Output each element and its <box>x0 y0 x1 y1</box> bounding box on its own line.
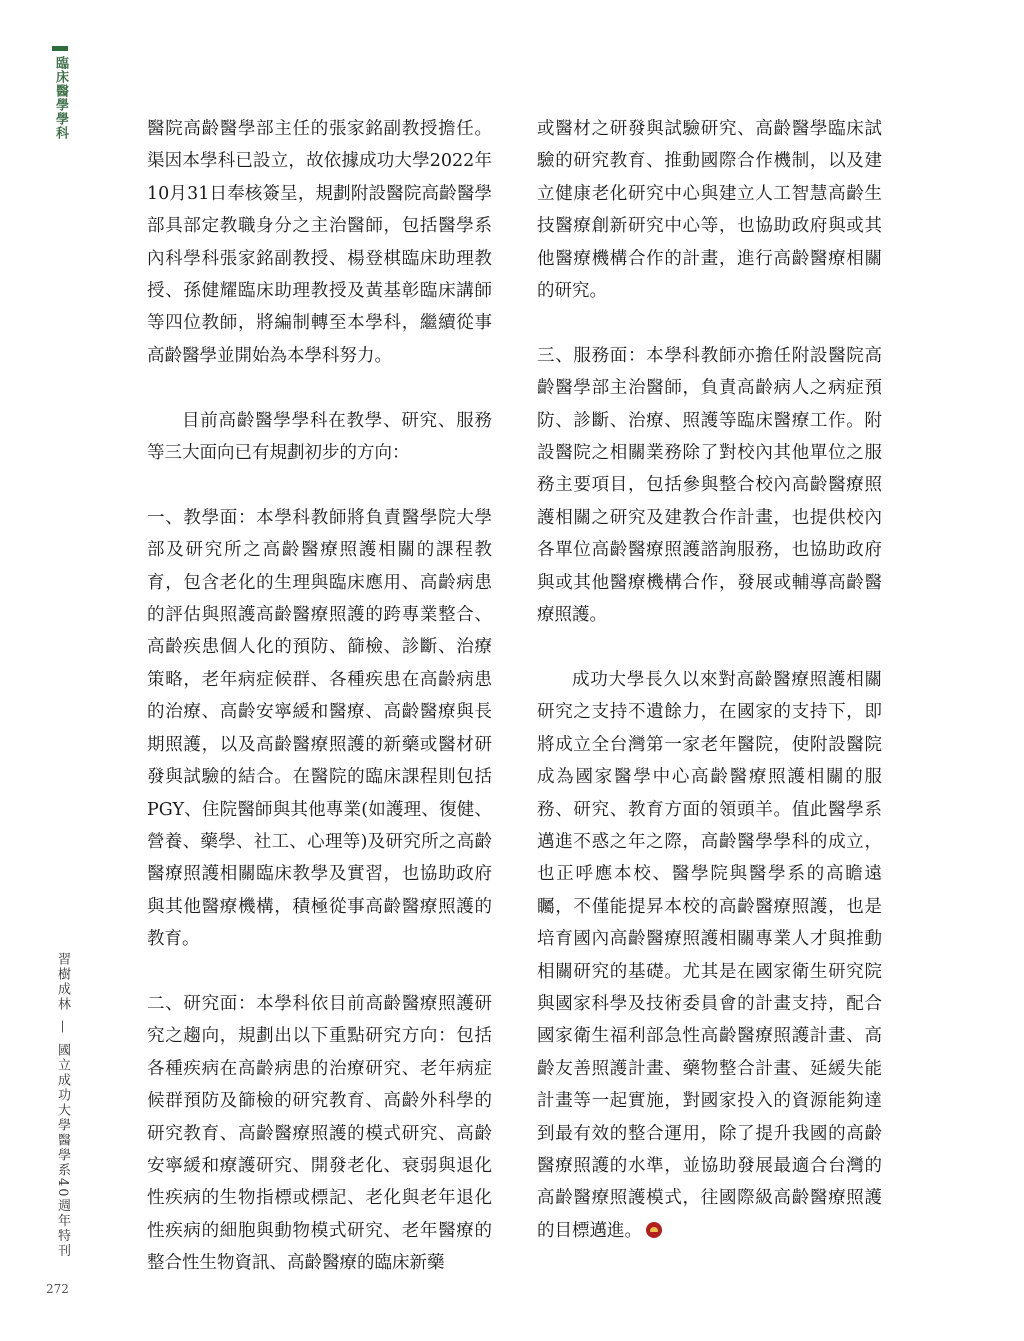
publication-title <box>53 952 72 1259</box>
right-text-column <box>537 113 882 1280</box>
paragraph-service: 三、服務面：本學科教師亦擔任附設醫院高齡醫學部主治醫師，負責高齡病人之病症預防、診斷、治療、照護等臨床醫療工作。附設醫院之相關業務除了對校內其他單位之服務主要項目，包括參與整合校內高齡醫療照護相關之研究及建教合作計畫，也提供校內各單位高齡醫療照護諮詢服務，也協助政府與或其他醫療機構合作，發展或輔導高齡醫療照護。 <box>537 345 882 626</box>
paragraph-teaching: 一、教學面：本學科教師將負責醫學院大學部及研究所之高齡醫療照護相關的課程教育，包含老化的生理與臨床應用、高齡病患的評估與照護高齡醫療照護的跨專業整合、高齡疾患個人化的預防、篩檢、診斷、治療策略，老年病症候群、各種疾患在高齡病患的治療、高齡安寧緩和醫療、高齡醫療與長期照護，以及高齡醫療照護的新藥或醫材研發與試驗的結合。在醫院的臨床課程則包括PGY、住院醫師與其他專業(如護理、復健、營養、藥學、社工、心理等)及研究所之高齡醫療照護相關臨床教學及實習，也協助政府與其他醫療機構，積極從事高齡醫療照護的教育。 <box>147 507 492 950</box>
publication-title-part-1: 習樹成林 <box>55 952 70 1012</box>
left-text-column <box>147 113 492 1312</box>
paragraph-overview: 目前高齡醫學學科在教學、研究、服務等三大面向已有規劃初步的方向： <box>147 410 492 464</box>
conclusion-text: 成功大學長久以來對高齡醫療照護相關研究之支持不遺餘力，在國家的支持下，即將成立全台灣第一家老年醫院，使附設醫院成為國家醫學中心高齡醫療照護相關的服務、研究、教育方面的領頭羊。值此醫學系邁進不惑之年之際，高齡醫學學科的成立，也正呼應本校、醫學院與醫學系的高瞻遠矚，不僅能提昇本校的高齡醫療照護，也是培育國內高齡醫療照護相關專業人才與推動相關研究的基礎。尤其是在國家衛生研究院與國家科學及技術委員會的計畫支持，配合國家衛生福利部急性高齡醫療照護計畫、高齡友善照護計畫、藥物整合計畫、延緩失能計畫等一起實施，對國家投入的資源能夠達到最有效的整合運用，除了提升我國的高齡醫療照護的水準，並協助發展最適合台灣的高齡醫療照護模式，往國際級高齡醫療照護的目標邁進。 <box>537 669 882 1241</box>
publication-title-part-2: 國立成功大學醫學系40週年特刊 <box>55 1043 70 1259</box>
paragraph-research-continued: 或醫材之研發與試驗研究、高齡醫學臨床試驗的研究教育、推動國際合作機制，以及建立健康老化研究中心與建立人工智慧高齡生技醫療創新研究中心等，也協助政府與或其他醫療機構合作的計畫，進行高齡醫療相關的研究。 <box>537 119 882 302</box>
paragraph-continuation: 醫院高齡醫學部主任的張家銘副教授擔任。渠因本學科已設立，故依據成功大學2022年10月31日奉核簽呈，規劃附設醫院高齡醫學部具部定教職身分之主治醫師，包括醫學系內科學科張家銘副教授、楊登棋臨床助理教授、孫健耀臨床助理教授及黃基彰臨床講師等四位教師，將編制轉至本學科，繼續從事高齡醫學並開始為本學科努力。 <box>147 119 492 366</box>
page-number: 272 <box>46 1282 69 1296</box>
paragraph-conclusion <box>537 664 882 1247</box>
end-mark-icon <box>646 1222 662 1238</box>
publication-title-dash: — <box>55 1020 70 1035</box>
paragraph-research: 二、研究面：本學科依目前高齡醫療照護研究之趨向，規劃出以下重點研究方向：包括各種疾病在高齡病患的治療研究、老年病症候群預防及篩檢的研究教育、高齡外科學的研究教育、高齡醫療照護的模式研究、高齡安寧緩和療護研究、開發老化、衰弱與退化性疾病的生物指標或標記、老化與老年退化性疾病的細胞與動物模式研究、老年醫療的整合性生物資訊、高齡醫療的臨床新藥 <box>147 993 492 1274</box>
section-marker-bar <box>52 46 68 51</box>
section-label: 臨床醫學學科 <box>53 56 68 140</box>
